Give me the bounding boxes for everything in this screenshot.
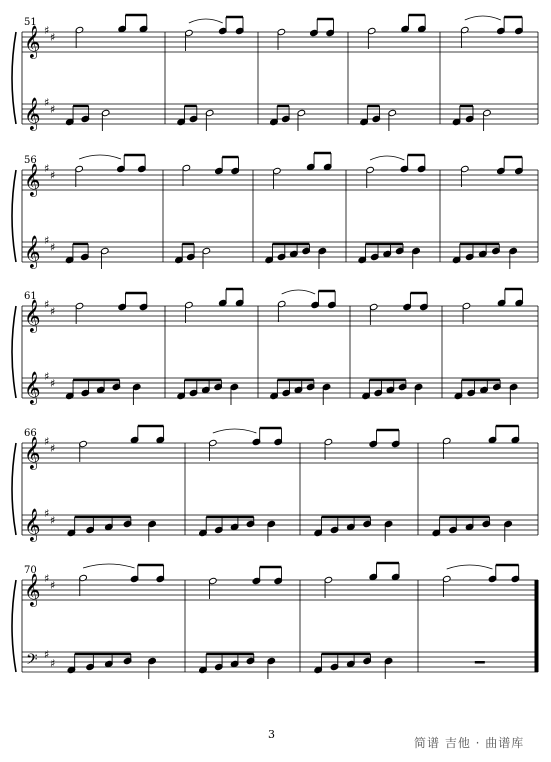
sharp-icon: ♯	[44, 648, 50, 661]
treble-clef-icon: 𝄞	[24, 436, 41, 469]
slur	[189, 19, 223, 23]
slur	[83, 564, 134, 568]
page-number: 3	[268, 728, 275, 741]
system-brace	[12, 443, 16, 535]
watermark-logo: 简谱 吉他 · 曲谱库	[414, 736, 525, 750]
sharp-icon: ♯	[44, 298, 50, 311]
treble-clef-icon: 𝄞	[24, 573, 41, 606]
bass-clef-icon: 𝄢	[26, 651, 38, 672]
sharp-icon: ♯	[50, 377, 56, 390]
measure-number: 66	[24, 428, 37, 439]
sharp-icon: ♯	[44, 370, 50, 383]
measure-number: 61	[24, 291, 37, 302]
treble-clef-icon: 𝄞	[24, 508, 41, 541]
slur	[213, 429, 257, 433]
sharp-icon: ♯	[50, 241, 56, 254]
sharp-icon: ♯	[50, 657, 56, 670]
sharp-icon: ♯	[50, 31, 56, 44]
slur	[370, 156, 404, 160]
sharp-icon: ♯	[50, 103, 56, 116]
sharp-icon: ♯	[44, 234, 50, 247]
sharp-icon: ♯	[50, 442, 56, 455]
treble-clef-icon: 𝄞	[24, 371, 41, 404]
sharp-icon: ♯	[44, 435, 50, 448]
treble-clef-icon: 𝄞	[24, 299, 41, 332]
sharp-icon: ♯	[50, 169, 56, 182]
treble-clef-icon: 𝄞	[24, 235, 41, 268]
slur	[282, 290, 315, 294]
sharp-icon: ♯	[50, 305, 56, 318]
sharp-icon: ♯	[44, 96, 50, 109]
measure-number: 51	[24, 17, 37, 28]
slur	[79, 155, 121, 159]
sharp-icon: ♯	[44, 162, 50, 175]
system-brace	[12, 306, 16, 398]
system-brace	[12, 32, 16, 124]
system-brace	[12, 170, 16, 262]
rest-icon	[475, 661, 485, 664]
sharp-icon: ♯	[44, 507, 50, 520]
treble-clef-icon: 𝄞	[24, 25, 41, 58]
measure-number: 56	[24, 155, 37, 166]
final-barline	[535, 580, 538, 672]
measure-number: 70	[24, 565, 37, 576]
system-brace	[12, 580, 16, 672]
sharp-icon: ♯	[44, 24, 50, 37]
slur	[447, 565, 493, 569]
sharp-icon: ♯	[44, 572, 50, 585]
treble-clef-icon: 𝄞	[24, 163, 41, 196]
sharp-icon: ♯	[50, 514, 56, 527]
treble-clef-icon: 𝄞	[24, 97, 41, 130]
sharp-icon: ♯	[50, 579, 56, 592]
slur	[465, 16, 501, 20]
